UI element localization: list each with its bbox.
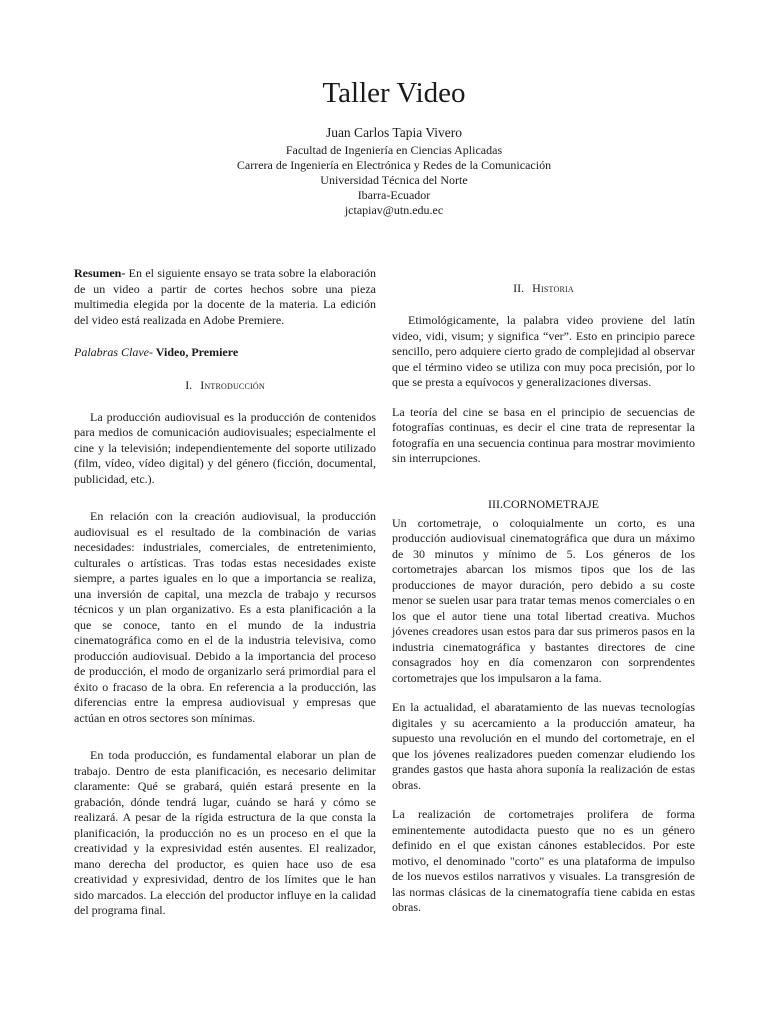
paragraph: En toda producción, es fundamental elaborar un plan de trabajo. Dentro de esta planificación, es necesario delimitar claramente: Qué se grabará, quién estará presente en la grabación, dónde tendrá lugar, cuándo se hará y cómo se realizará. A pesar de la rígida estructura de la que consta la planificación, la producción no es un proceso en el que la creatividad y la expresividad estén ausentes. El realizador, mano derecha del productor, es quien hace uso de esa creatividad y expresividad, dentro de los límites que le han sido marcados. La elección del productor influye en la calidad del programa final. bbox=[74, 748, 376, 917]
affiliation-university: Universidad Técnica del Norte bbox=[320, 173, 468, 187]
author-name: Juan Carlos Tapia Vivero bbox=[325, 125, 463, 140]
paragraph: En relación con la creación audiovisual, la producción audiovisual es el resultado de la combinación de varias necesidades: industriales, comerciales, de entretenimiento, culturales o artísticas. Tras todas estas necesidades existe siempre, a partes iguales en lo que a importancia se realiza, una inversión de capital, una mezcla de trabajo y recursos técnicos y un plan organizativo. Es a esta planificación a la que se conoce, tanto en el mundo de la industria cinematográfica como en el de la industria televisiva, como producción audiovisual. Debido a la importancia del proceso de producción, el modo de organizarlo será primordial para el éxito o fracaso de la obra. En referencia a la producción, las diferencias entre la empresa audiovisual y empresas que actúan en otros sectores son mínimas. bbox=[74, 509, 376, 725]
section-title: Introducción bbox=[200, 377, 265, 392]
section-title: Historia bbox=[532, 281, 574, 295]
left-column bbox=[74, 266, 376, 936]
paragraph: La teoría del cine se basa en el principio de secuencias de fotografías continuas, es decir el cine trata de representar la fotografía en una secuencia continua para mostrar movimiento sin interrupciones. bbox=[392, 404, 695, 465]
keywords-label: Palabras Clave- bbox=[74, 345, 153, 359]
keywords-text: Video, Premiere bbox=[153, 345, 239, 359]
paragraph: Etimológicamente, la palabra video proviene del latín video, vidi, visum; y significa “ver”. Esto en principio parece sencillo, pero adquiere cierto grado de complejidad al observar que el término video se utiliza con muy poca precisión, por lo que se presta a equívocos y generalizaciones diversas. bbox=[392, 313, 695, 389]
section-number: II. bbox=[513, 281, 525, 295]
affiliation-career: Carrera de Ingeniería en Electrónica y Redes de la Comunicación bbox=[236, 158, 552, 172]
keywords bbox=[74, 345, 376, 361]
paragraph: La realización de cortometrajes prolifera de forma eminentemente autodidacta puesto que no es un género definido en el que existan cánones establecidos. Por este motivo, el denominado "corto" es una plataforma de impulso de los nuevos estilos narrativos y visuales. La transgresión de las normas clásicas de la cinematografía tiene cabida en estas obras. bbox=[392, 807, 695, 914]
paragraph: En la actualidad, el abaratamiento de las nuevas tecnologías digitales y su acercamiento a la producción amateur, ha supuesto una revolución en el mundo del cortometraje, en el que los jóvenes realizadores pueden comenzar eludiendo los grandes gastos que hasta ahora suponía la realización de estas obras. bbox=[392, 700, 695, 792]
section-heading-introduction bbox=[74, 378, 376, 393]
section-heading-history bbox=[392, 281, 695, 296]
paragraph: La producción audiovisual es la producción de contenidos para medios de comunicación audiovisuales; especialmente el cine y la televisión; independientemente del soporte utilizado (film, vídeo, vídeo digital) y del género (ficción, documental, publicidad, etc.). bbox=[74, 409, 376, 486]
section-number: I. bbox=[185, 377, 193, 392]
paper-title: Taller Video bbox=[322, 77, 466, 109]
affiliation-city: Ibarra-Ecuador bbox=[357, 188, 431, 202]
section-heading-cortometraje: III.CORNOMETRAJE bbox=[488, 496, 599, 511]
abstract-text: En el siguiente ensayo se trata sobre la elaboración de un video a partir de cortes hechos sobre una pieza multimedia elegida por la docente de la materia. La edición del video está realizada en Adobe Premiere. bbox=[74, 266, 376, 327]
right-column bbox=[392, 281, 695, 933]
abstract-label: Resumen- bbox=[74, 266, 126, 280]
author-block bbox=[0, 124, 768, 218]
abstract bbox=[74, 266, 376, 328]
author-email: jctapiav@utn.edu.ec bbox=[344, 203, 444, 217]
affiliation-faculty: Facultad de Ingeniería en Ciencias Aplicadas bbox=[285, 143, 503, 157]
paragraph: Un cortometraje, o coloquialmente un corto, es una producción audiovisual cinematográfica que dura un máximo de 30 minutos y mínimo de 5. Los géneros de los cortometrajes abarcan los mismos tipos que los de las producciones de mayor duración, pero debido a su coste menor se suelen usar para tratar temas menos comerciales o en los que el autor tiene una total libertad creativa. Muchos jóvenes creadores usan estos para dar sus primeros pasos en la industria cinematográfica y bastantes directores de cine consagrados hoy en día comenzaron con sorprendentes cortometrajes que los impulsaron a la fama. bbox=[392, 515, 695, 685]
